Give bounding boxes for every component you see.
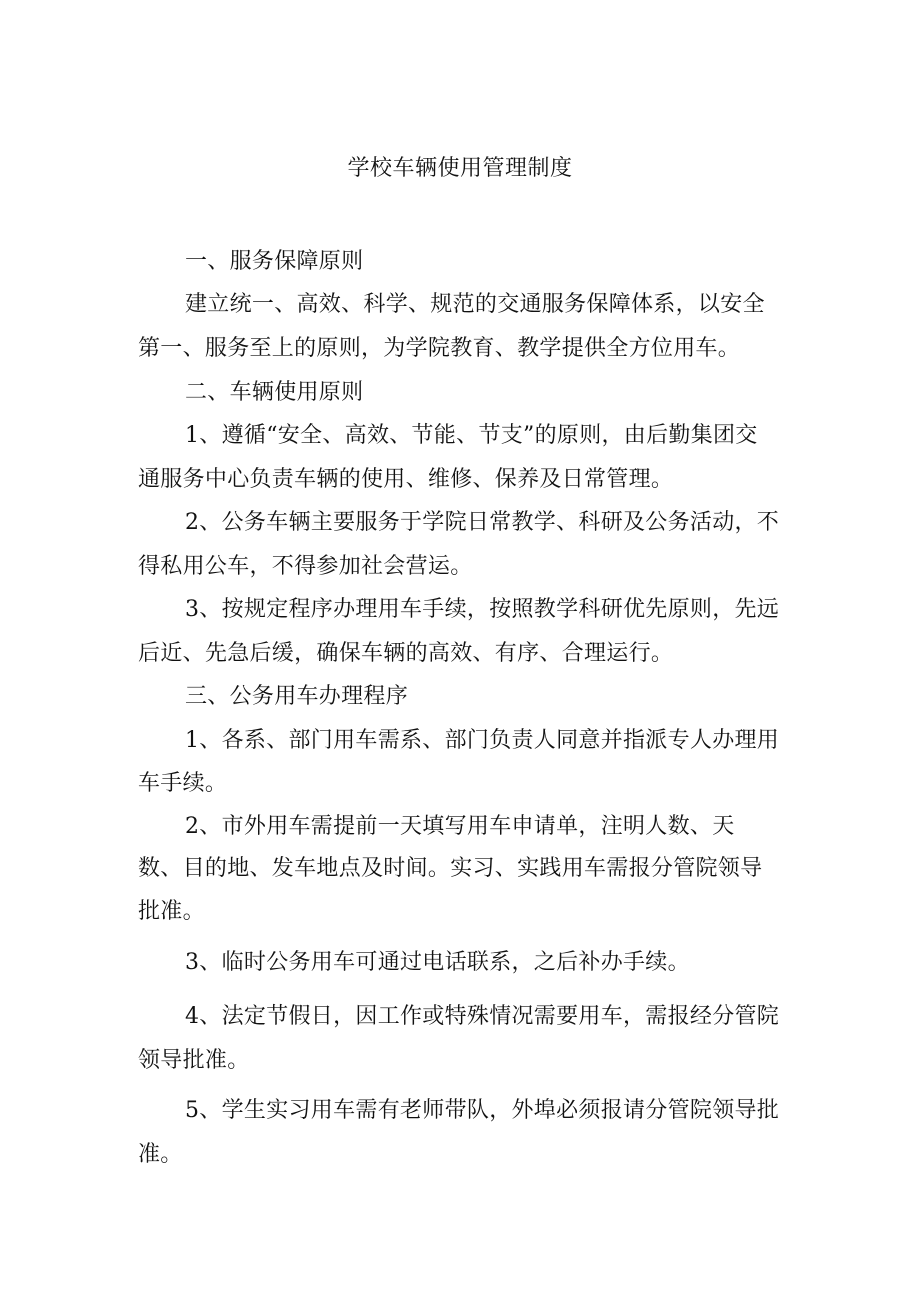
document-title: 学校车辆使用管理制度 (347, 156, 573, 181)
paragraph-line: 得私用公车，不得参加社会营运。 (138, 554, 473, 579)
paragraph-line: 后近、先急后缓，确保车辆的高效、有序、合理运行。 (138, 641, 674, 666)
paragraph-line: 批准。 (138, 899, 205, 924)
paragraph-line: 数、目的地、发车地点及时间。实习、实践用车需报分管院领导 (138, 856, 763, 881)
paragraph-line: 通服务中心负责车辆的使用、维修、保养及日常管理。 (138, 467, 674, 492)
section-heading-1: 一、服务保障原则 (185, 249, 364, 274)
paragraph-line: 建立统一、高效、科学、规范的交通服务保障体系，以安全 (185, 292, 765, 317)
paragraph-line: 3、按规定程序办理用车手续，按照教学科研优先原则，先远 (185, 597, 780, 622)
paragraph-line: 4、法定节假日，因工作或特殊情况需要用车，需报经分管院 (185, 1004, 780, 1029)
paragraph-line: 2、公务车辆主要服务于学院日常教学、科研及公务活动，不 (185, 510, 780, 535)
paragraph-line: 3、临时公务用车可通过电话联系，之后补办手续。 (185, 950, 690, 975)
section-heading-3: 三、公务用车办理程序 (185, 684, 409, 709)
paragraph-line: 1、各系、部门用车需系、部门负责人同意并指派专人办理用 (185, 728, 780, 753)
paragraph-line: 2、市外用车需提前一天填写用车申请单，注明人数、天 (185, 814, 735, 839)
paragraph-line: 领导批准。 (138, 1048, 250, 1073)
paragraph-line: 5、学生实习用车需有老师带队，外埠必须报请分管院领导批 (185, 1098, 780, 1123)
paragraph-line: 第一、服务至上的原则，为学院教育、教学提供全方位用车。 (138, 336, 741, 361)
paragraph-line: 车手续。 (138, 771, 228, 796)
section-heading-2: 二、车辆使用原则 (185, 380, 364, 405)
paragraph-line: 1、遵循“安全、高效、节能、节支”的原则，由后勤集团交 (185, 423, 758, 448)
paragraph-line: 准。 (138, 1142, 183, 1167)
